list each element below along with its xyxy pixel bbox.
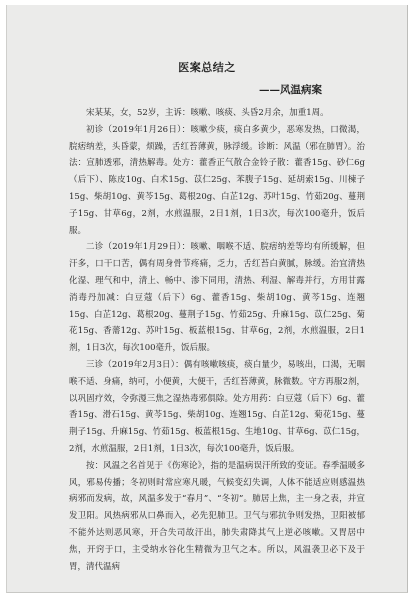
second-visit-paragraph: 二诊（2019年1月29日）：咳嗽、咽喉不适、脘痞纳差等均有所缓解，但汗多，口干口苦，偶有周身骨节疼痛，乏力，舌红苔白黄腻，脉缓。治宜清热化湿、理气和中，清上、畅中、渗下同用，清热、利湿、解毒并行，方用甘露消毒丹加减：白豆蔻（后下）6g、藿香15g、柴胡10g、黄芩15g、连翘15g、白芷12g、葛根20g、蔓荆子15g、竹茹25g、升麻15g、苡仁25g、菊花15g、香薷12g、苏叶15g、板蓝根15g、甘草6g，2剂，水煎温服，2日1剂，1日3次，每次100毫升，饭后服。 [69, 242, 365, 354]
document-body [69, 105, 365, 577]
document-subtitle: ——风温病案 [259, 84, 322, 96]
first-visit-paragraph: 初诊（2019年1月26日）：咳嗽少痰，痰白多黄少，恶寒发热，口微渴，脘痞纳差，头昏蒙，烦躁，舌红苔薄黄，脉浮缓。诊断：风温（邪在肺胃）。治法：宣肺透邪，清热解毒。处方：藿香正气散合金铃子散：藿香15g、砂仁6g（后下）、陈皮10g、白术15g、苡仁25g、苯腹子15g、延胡索15g、川楝子15g、柴胡10g、黄芩15g、葛根20g、白芷12g、苏叶15g、竹茹20g、蔓荆子15g、甘草6g，2剂，水煎温服，2日1剂，1日3次，每次100毫升，饭后服。 [69, 124, 365, 236]
chief-complaint-paragraph: 宋某某，女，52岁，主诉：咳嗽、咳痰、头昏2月余，加重1周。 [86, 108, 329, 118]
third-visit-paragraph: 三诊（2019年2月3日）：偶有咳嗽咳痰，痰白量少，易咳出，口渴，无咽喉不适、身痛，纳可，小便黄，大便干，舌红苔薄黄，脉微数。守方再服2剂，以巩固疗效，令弥漫三焦之湿热毒邪俱除。处方用药：白豆蔻（后下）6g、藿香15g、滑石15g、黄芩15g、柴胡10g、连翘15g、白芷12g、菊花15g、蔓荆子15g、升麻15g、竹茹15g、板蓝根15g、生地10g、甘草6g、苡仁15g，2剂，水煎温服，2日1剂，1日3次，每次100毫升，饭后服。 [69, 359, 365, 454]
scanned-page [6, 5, 408, 593]
commentary-paragraph: 按：风温之名首见于《伤寒论》，指的是温病误汗所致的变证。春季温暖多风，邪易传播；冬初则时常应寒凡暖，气候变幻失调，人体不能适应则感温热病邪而发病，故，风温多发于“春月”、“冬初”。肺居上焦，主一身之表，并宣发卫阳。风热病邪从口鼻而入，必先犯肺卫。卫气与邪抗争则发热，卫阳被郁不能外达则恶风寒，开合失司故汗出，肺失肃降其气上逆必咳嗽。又胃居中焦，开窍于口，主受纳水谷化生精微为卫气之本。所以，风温袭卫必下及于胃，清代温病 [69, 460, 365, 572]
document-title: 医案总结之 [178, 61, 236, 74]
